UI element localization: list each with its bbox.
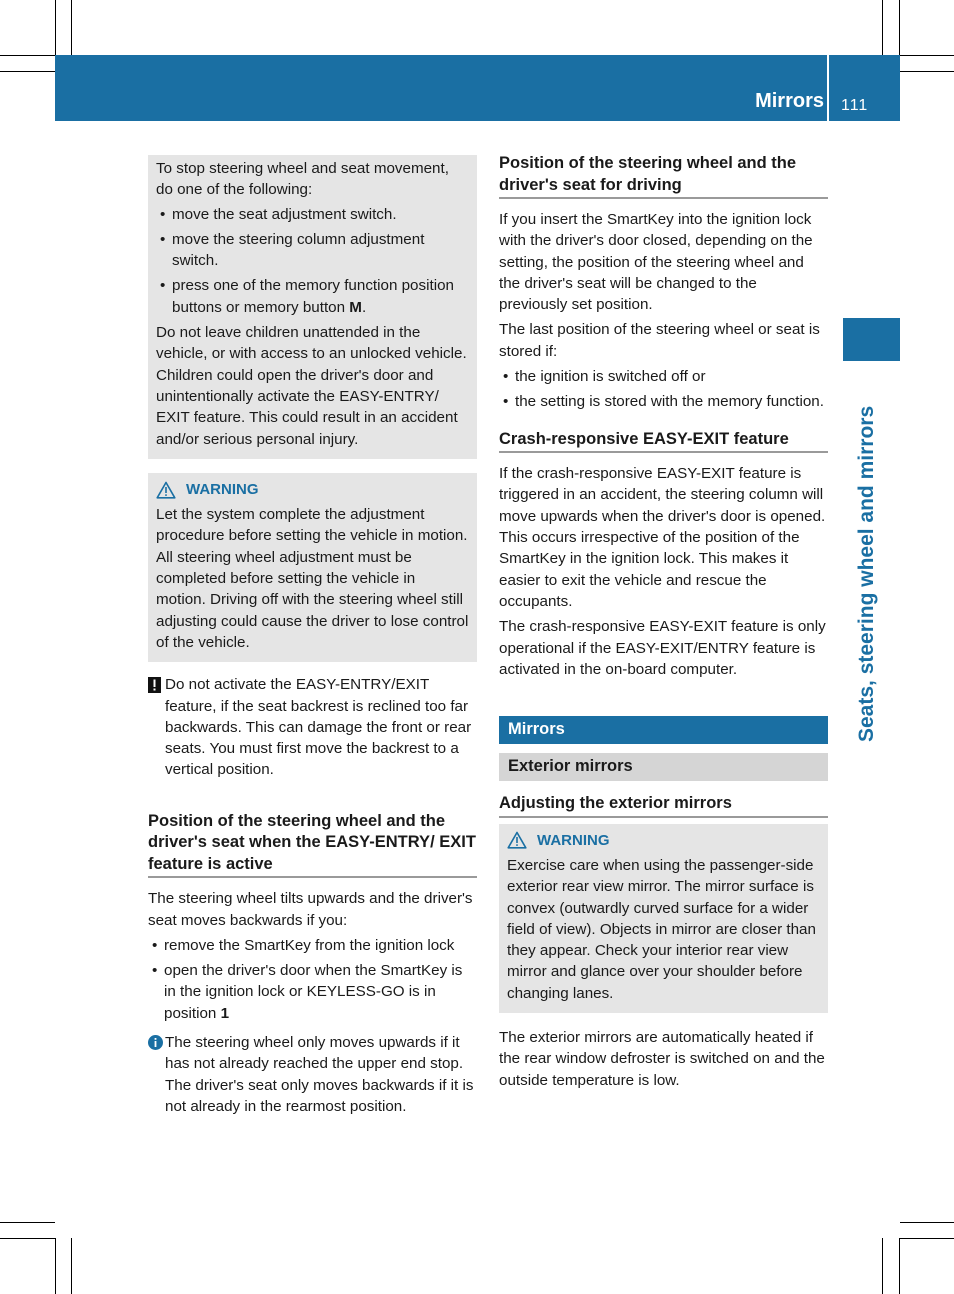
- warning-heading: WARNING: [156, 479, 469, 500]
- crop-mark: [71, 0, 72, 55]
- exterior-mirrors-bar: Exterior mirrors: [499, 753, 828, 781]
- paragraph: The exterior mirrors are automatically heated if the rear window defroster is switched on and the outside temperature is low.: [499, 1029, 825, 1089]
- crop-mark: [899, 1238, 900, 1294]
- caution-note: Do not activate the EASY-ENTRY/EXIT feature, if the seat backrest is reclined too far backwards. This can damage the front or rear seats. You must first move the backrest to a vertical position.: [148, 674, 477, 780]
- section-heading: Adjusting the exterior mirrors: [499, 793, 828, 818]
- paragraph: The crash-responsive EASY-EXIT feature is only operational if the EASY-EXIT/ENTRY feature is activated in the on-board computer.: [499, 618, 826, 678]
- list-item: • the ignition is switched off or: [503, 368, 706, 386]
- warning-triangle-icon: [156, 481, 176, 499]
- info-note: The steering wheel only moves upwards if it has not already reached the upper end stop. The driver's seat only moves backwards if it is not already in the rearmost position.: [148, 1032, 477, 1117]
- list-item: • move the steering column adjustment switch.: [160, 230, 425, 270]
- paragraph: If the crash-responsive EASY-EXIT feature is triggered in an accident, the steering column will move upwards when the driver's door is opened. This occurs irrespective of the position of the SmartKey in the ignition lock. This makes it easier to exit the vehicle and rescue the occupants.: [499, 465, 826, 610]
- paragraph: If you insert the SmartKey into the ignition lock with the driver's door closed, depending on the setting, the position of the steering wheel and the driver's seat will be changed to the previously set position.: [499, 211, 813, 314]
- left-column: [148, 155, 477, 1121]
- crop-mark: [0, 55, 55, 56]
- right-column: [499, 153, 828, 1095]
- list-item: • the setting is stored with the memory function.: [503, 393, 824, 411]
- paragraph: The steering wheel tilts upwards and the driver's seat moves backwards if you:: [148, 890, 473, 929]
- stop-actions-list: [156, 204, 469, 318]
- chapter-tab: [843, 318, 900, 361]
- section-heading: Position of the steering wheel and the driver's seat when the EASY-ENTRY/ EXIT feature is active: [148, 811, 477, 879]
- warning-heading: WARNING: [507, 830, 820, 851]
- tilt-conditions-list: [148, 935, 477, 1024]
- crop-mark: [900, 1222, 954, 1223]
- header-divider: [827, 55, 829, 121]
- crop-mark: [0, 1238, 55, 1239]
- crop-mark: [882, 0, 883, 55]
- warning-box: [148, 473, 477, 662]
- list-item: • open the driver's door when the SmartKey is in the ignition lock or KEYLESS-GO is in position 1: [152, 962, 463, 1022]
- list-item: • move the seat adjustment switch.: [160, 205, 397, 223]
- section-heading: Position of the steering wheel and the driver's seat for driving: [499, 153, 828, 199]
- crop-mark: [0, 1222, 55, 1223]
- crop-mark: [899, 0, 900, 55]
- list-item: • remove the SmartKey from the ignition lock: [152, 936, 455, 954]
- storage-conditions-list: [499, 366, 828, 413]
- warning-box: [499, 824, 828, 1013]
- caution-icon: [148, 677, 161, 699]
- chapter-label: Seats, steering wheel and mirrors: [855, 405, 878, 742]
- box-intro: To stop steering wheel and seat movement, do one of the following:: [156, 160, 449, 199]
- warning-text: Exercise care when using the passenger-side exterior rear view mirror. The mirror surface is convex (outwardly curved surface for a wider field of view). Objects in mirror are closer than they appear. Check your interior rear view mirror and glance over your shoulder before changing lanes.: [507, 856, 816, 1002]
- crop-mark: [71, 1238, 72, 1294]
- header-section-title: Mirrors: [755, 90, 824, 112]
- page-number: 111: [841, 97, 869, 114]
- memory-button-label: M: [349, 298, 362, 316]
- crop-mark: [882, 1238, 883, 1294]
- position-value: 1: [220, 1004, 230, 1022]
- crop-mark: [0, 71, 55, 72]
- warning-triangle-icon: [507, 831, 527, 849]
- list-item: • press one of the memory function position buttons or memory button M.: [160, 277, 454, 316]
- crop-mark: [900, 71, 954, 72]
- info-icon: [148, 1035, 163, 1056]
- paragraph: The last position of the steering wheel or seat is stored if:: [499, 321, 820, 360]
- mirrors-section-bar: Mirrors: [499, 716, 828, 744]
- box-paragraph: Do not leave children unattended in the vehicle, or with access to an unlocked vehicle. Children could open the driver's door and unintentionally activate the EASY-ENTRY/ EXIT feature. This could result in an accident and/or serious personal injury.: [156, 324, 467, 448]
- section-heading: Crash-responsive EASY-EXIT feature: [499, 429, 828, 454]
- crop-mark: [55, 1238, 56, 1294]
- crop-mark: [900, 1238, 954, 1239]
- child-safety-box: [148, 155, 477, 459]
- crop-mark: [55, 0, 56, 55]
- warning-text: Let the system complete the adjustment procedure before setting the vehicle in motion. All steering wheel adjustment must be completed before setting the vehicle in motion. Driving off with the steering wheel still adjusting could cause the driver to lose control of the vehicle.: [156, 506, 469, 651]
- crop-mark: [900, 55, 954, 56]
